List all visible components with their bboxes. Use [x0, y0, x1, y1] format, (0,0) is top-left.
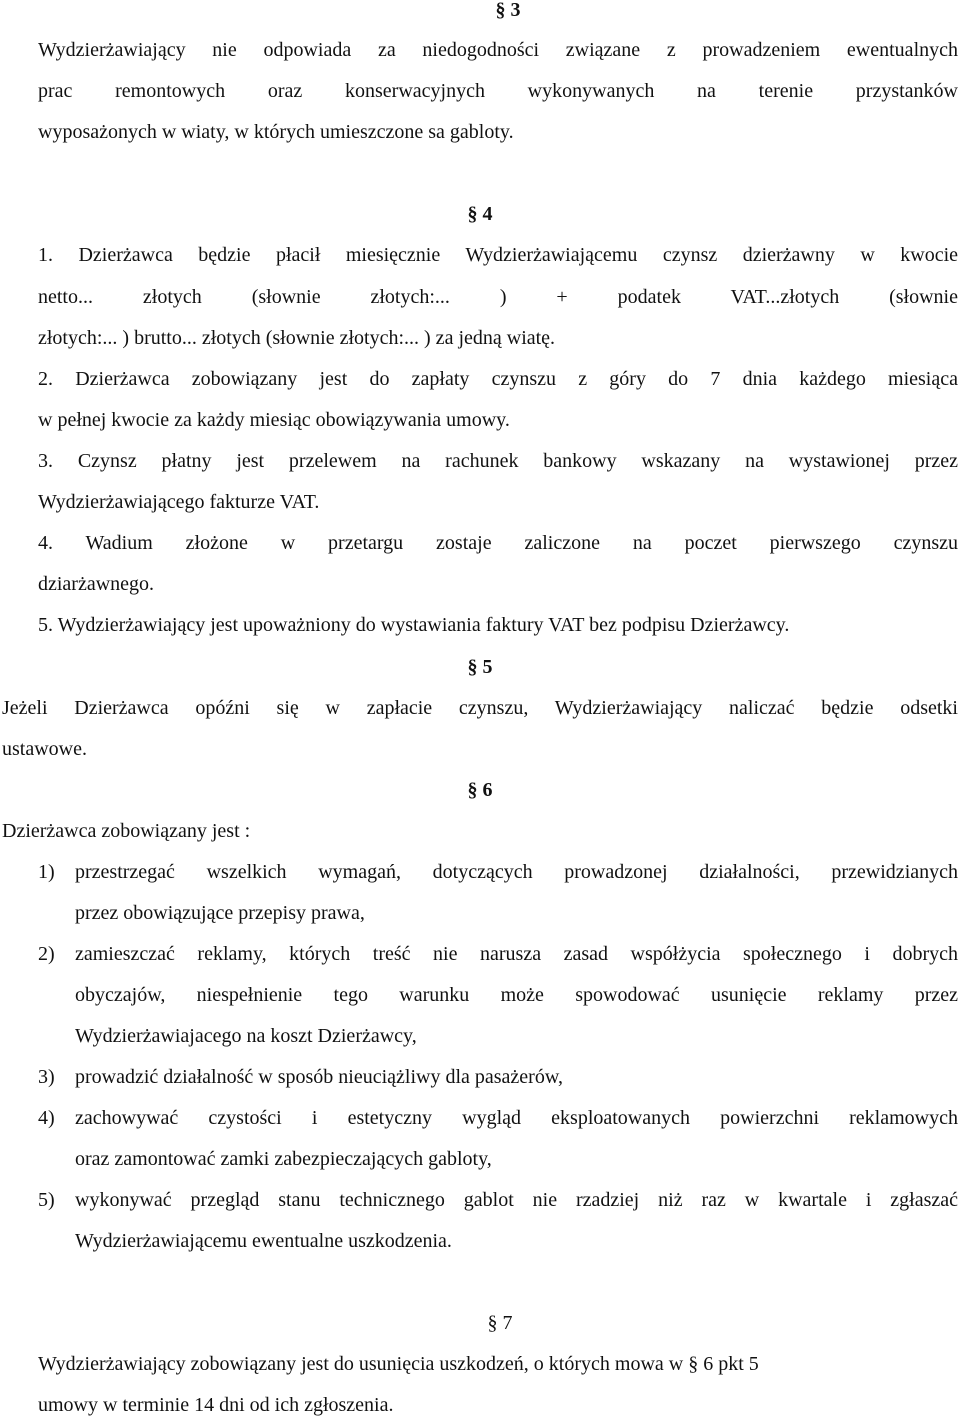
item-number: 5) — [38, 1189, 55, 1211]
section-4-heading: § 4 — [467, 203, 493, 225]
item-line: wykonywać przegląd stanu technicznego gablot nie rzadziej niż raz w kwartale i zgłaszać — [75, 1189, 958, 1211]
section-4-p3-line-2: Wydzierżawiającego fakturze VAT. — [38, 491, 320, 513]
item-number: 2) — [38, 943, 55, 965]
item-number: 4) — [38, 1107, 55, 1129]
section-4-p1-line-2: netto... złotych (słownie złotych:... ) + podatek VAT...złotych (słownie — [38, 286, 958, 308]
item-line: zachowywać czystości i estetyczny wygląd eksploatowanych powierzchni reklamowych — [75, 1107, 958, 1129]
section-7-line-2: umowy w terminie 14 dni od ich zgłoszenia. — [38, 1394, 394, 1416]
section-4-p3-line-1: 3. Czynsz płatny jest przelewem na rachunek bankowy wskazany na wystawionej przez — [38, 450, 958, 472]
section-3-line-2: prac remontowych oraz konserwacyjnych wykonywanych na terenie przystanków — [38, 80, 958, 102]
section-5-heading: § 5 — [467, 656, 493, 678]
section-4-p1-line-1: 1. Dzierżawca będzie płacił miesięcznie Wydzierżawiającemu czynsz dzierżawny w kwocie — [38, 244, 958, 266]
item-line: Wydzierżawiającemu ewentualne uszkodzenia. — [75, 1230, 452, 1252]
item-line: przez obowiązujące przepisy prawa, — [75, 902, 365, 924]
section-4-p2-line-2: w pełnej kwocie za każdy miesiąc obowiązywania umowy. — [38, 409, 510, 431]
section-4-p4-line-2: dziarżawnego. — [38, 573, 155, 595]
section-4-p1-line-3: złotych:... ) brutto... złotych (słownie złotych:... ) za jedną wiatę. — [38, 327, 556, 349]
item-number: 3) — [38, 1066, 55, 1088]
item-line: obyczajów, niespełnienie tego warunku może spowodować usunięcie reklamy przez — [75, 984, 958, 1006]
section-7-line-1: Wydzierżawiający zobowiązany jest do usunięcia uszkodzeń, o których mowa w § 6 pkt 5 — [38, 1353, 759, 1375]
section-3-line-1: Wydzierżawiający nie odpowiada za niedogodności związane z prowadzeniem ewentualnych — [38, 39, 958, 61]
section-5-line-1: Jeżeli Dzierżawca opóźni się w zapłacie czynszu, Wydzierżawiający naliczać będzie odsetki — [2, 697, 958, 719]
item-line: przestrzegać wszelkich wymagań, dotyczących prowadzonej działalności, przewidzianych — [75, 861, 958, 883]
section-5-line-2: ustawowe. — [2, 738, 87, 760]
section-3-heading: § 3 — [495, 0, 521, 21]
section-4-p4-line-1: 4. Wadium złożone w przetargu zostaje zaliczone na poczet pierwszego czynszu — [38, 532, 958, 554]
item-line: oraz zamontować zamki zabezpieczających gabloty, — [75, 1148, 492, 1170]
section-4-p2-line-1: 2. Dzierżawca zobowiązany jest do zapłaty czynszu z góry do 7 dnia każdego miesiąca — [38, 368, 958, 390]
section-7-heading: § 7 — [487, 1312, 513, 1334]
item-line: Wydzierżawiajacego na koszt Dzierżawcy, — [75, 1025, 417, 1047]
section-6-intro: Dzierżawca zobowiązany jest : — [2, 820, 251, 842]
section-3-line-3: wyposażonych w wiaty, w których umieszczone sa gabloty. — [38, 121, 514, 143]
item-line: prowadzić działalność w sposób nieuciążliwy dla pasażerów, — [75, 1066, 563, 1088]
item-line: zamieszczać reklamy, których treść nie narusza zasad współżycia społecznego i dobrych — [75, 943, 958, 965]
section-4-p5: 5. Wydzierżawiający jest upoważniony do wystawiania faktury VAT bez podpisu Dzierżawcy. — [38, 614, 790, 636]
item-number: 1) — [38, 861, 55, 883]
section-6-heading: § 6 — [467, 779, 493, 801]
